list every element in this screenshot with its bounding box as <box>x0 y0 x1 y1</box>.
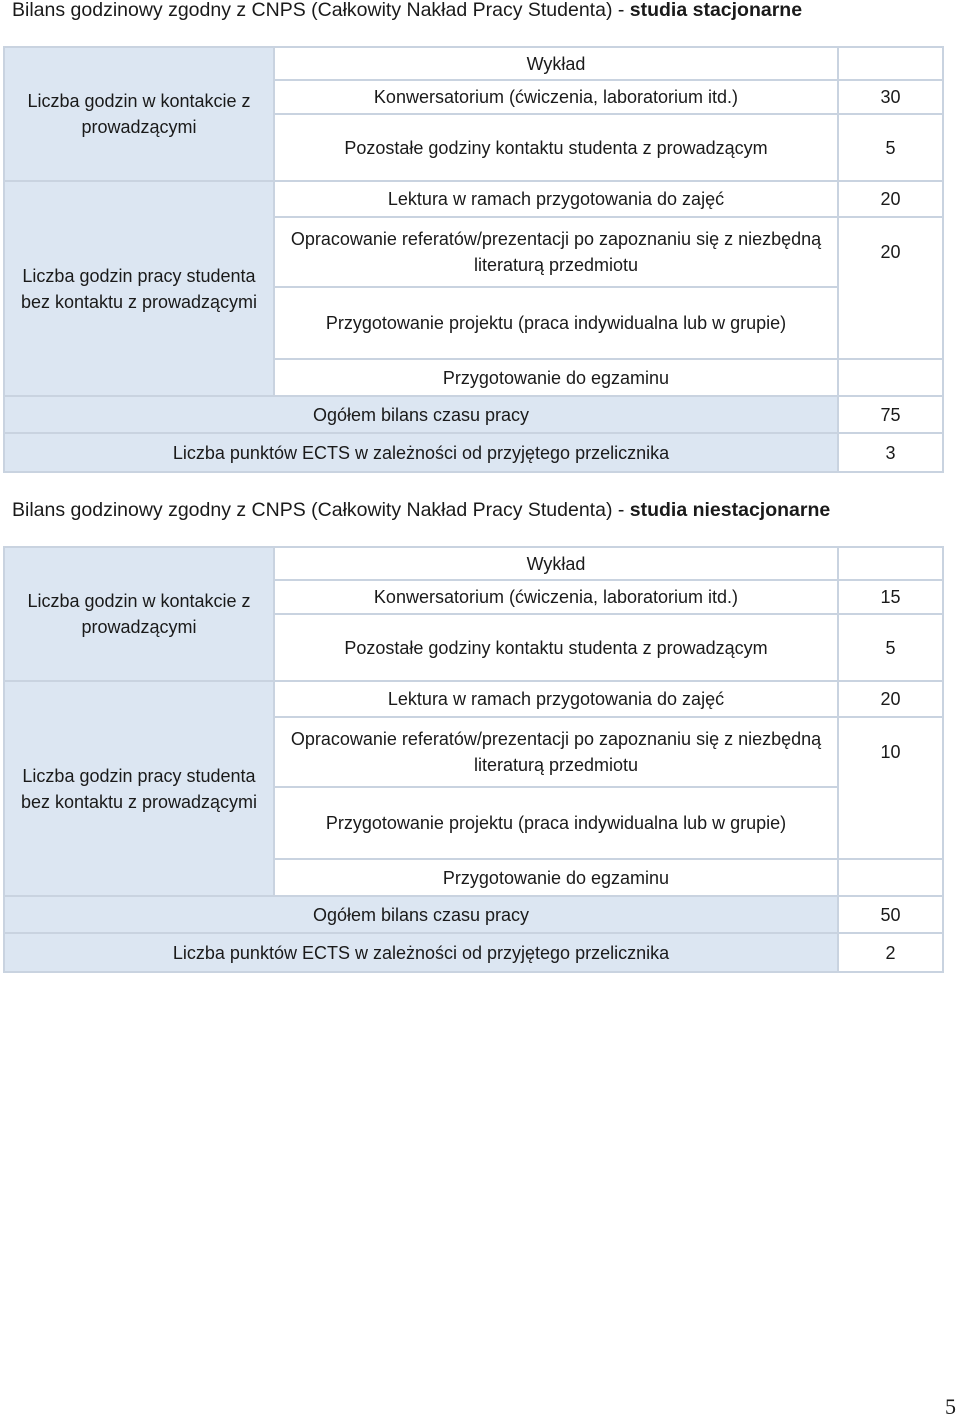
table-row <box>4 433 943 472</box>
table-row <box>4 896 943 933</box>
table-row <box>4 396 943 433</box>
section-title-stacjonarne <box>12 0 802 22</box>
ects-label: Liczba punktów ECTS w zależności od przyjętego przelicznika <box>4 933 838 972</box>
table-row <box>4 681 943 717</box>
row-label-egzamin: Przygotowanie do egzaminu <box>274 859 838 896</box>
row-value-lektura: 20 <box>838 181 943 217</box>
section-title-prefix: Bilans godzinowy zgodny z CNPS (Całkowity Nakład Pracy Studenta) - <box>12 499 630 521</box>
row-label-lektura: Lektura w ramach przygotowania do zajęć <box>274 681 838 717</box>
row-value-egzamin <box>838 859 943 896</box>
bilans-table-niestacjonarne <box>3 546 944 973</box>
row-value-wyklad <box>838 47 943 80</box>
total-label: Ogółem bilans czasu pracy <box>4 896 838 933</box>
row-label-pozostale: Pozostałe godziny kontaktu studenta z prowadzącym <box>274 614 838 681</box>
table-row <box>4 547 943 580</box>
section-title-niestacjonarne <box>12 498 830 522</box>
ects-label: Liczba punktów ECTS w zależności od przyjętego przelicznika <box>4 433 838 472</box>
row-value-referaty: 10 <box>838 717 943 859</box>
total-value: 50 <box>838 896 943 933</box>
bilans-table-stacjonarne <box>3 46 944 473</box>
group-no-contact-label: Liczba godzin pracy studenta bez kontaktu z prowadzącymi <box>4 181 274 396</box>
row-label-konwersatorium: Konwersatorium (ćwiczenia, laboratorium itd.) <box>274 80 838 114</box>
row-label-pozostale: Pozostałe godziny kontaktu studenta z prowadzącym <box>274 114 838 181</box>
row-label-projekt: Przygotowanie projektu (praca indywidualna lub w grupie) <box>274 787 838 859</box>
row-label-egzamin: Przygotowanie do egzaminu <box>274 359 838 396</box>
row-label-konwersatorium: Konwersatorium (ćwiczenia, laboratorium itd.) <box>274 580 838 614</box>
section-title-mode: studia niestacjonarne <box>629 499 831 521</box>
row-label-referaty: Opracowanie referatów/prezentacji po zapoznaniu się z niezbędną literaturą przedmiotu <box>274 717 838 787</box>
row-value-lektura: 20 <box>838 681 943 717</box>
row-value-konwersatorium: 30 <box>838 80 943 114</box>
row-label-referaty: Opracowanie referatów/prezentacji po zapoznaniu się z niezbędną literaturą przedmiotu <box>274 217 838 287</box>
group-contact-label: Liczba godzin w kontakcie z prowadzącymi <box>4 47 274 181</box>
page-number: 5 <box>945 1394 956 1419</box>
section-title-prefix: Bilans godzinowy zgodny z CNPS (Całkowity Nakład Pracy Studenta) - <box>12 0 630 21</box>
row-value-pozostale: 5 <box>838 114 943 181</box>
row-value-konwersatorium: 15 <box>838 580 943 614</box>
row-value-wyklad <box>838 547 943 580</box>
total-value: 75 <box>838 396 943 433</box>
row-value-pozostale: 5 <box>838 614 943 681</box>
table-row <box>4 47 943 80</box>
row-label-wyklad: Wykład <box>274 47 838 80</box>
table-row <box>4 181 943 217</box>
row-value-referaty: 20 <box>838 217 943 359</box>
row-label-wyklad: Wykład <box>274 547 838 580</box>
table-row <box>4 933 943 972</box>
total-label: Ogółem bilans czasu pracy <box>4 396 838 433</box>
group-contact-label: Liczba godzin w kontakcie z prowadzącymi <box>4 547 274 681</box>
row-label-lektura: Lektura w ramach przygotowania do zajęć <box>274 181 838 217</box>
ects-value: 3 <box>838 433 943 472</box>
row-label-projekt: Przygotowanie projektu (praca indywidualna lub w grupie) <box>274 287 838 359</box>
row-value-egzamin <box>838 359 943 396</box>
ects-value: 2 <box>838 933 943 972</box>
group-no-contact-label: Liczba godzin pracy studenta bez kontaktu z prowadzącymi <box>4 681 274 896</box>
section-title-mode: studia stacjonarne <box>629 0 803 21</box>
